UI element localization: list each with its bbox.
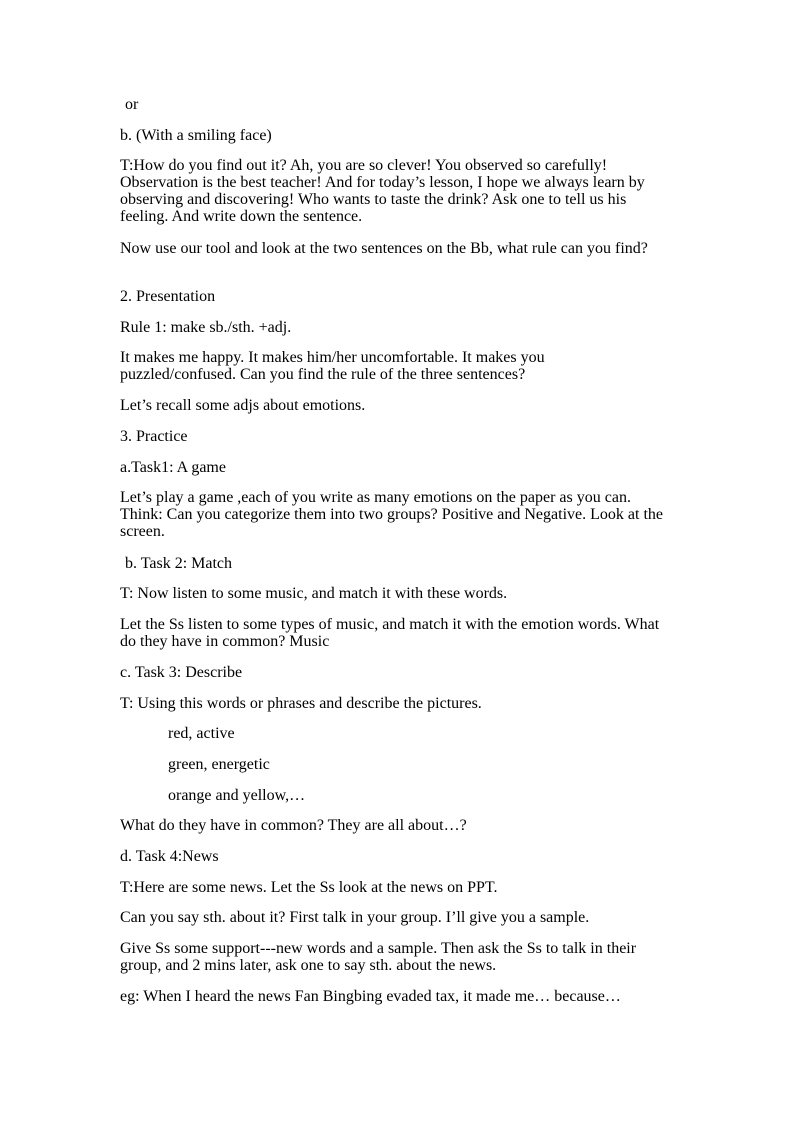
heading-task-3: c. Task 3: Describe: [120, 664, 243, 681]
paragraph-example-news: eg: When I heard the news Fan Bingbing evaded tax, it made me… because…: [120, 988, 621, 1005]
heading-task-2: b. Task 2: Match: [125, 555, 233, 572]
heading-presentation: 2. Presentation: [120, 288, 216, 305]
paragraph-smiling-face: b. (With a smiling face): [120, 127, 272, 144]
paragraph-describe-pictures: T: Using this words or phrases and describe the pictures.: [120, 695, 482, 712]
paragraph-match-music: Let the Ss listen to some types of music, and match it with the emotion words. What do they have in common? Music: [120, 616, 660, 650]
paragraph-common-question: What do they have in common? They are all about…?: [120, 817, 467, 834]
list-item-green: green, energetic: [168, 756, 270, 773]
paragraph-or: or: [125, 96, 139, 113]
paragraph-listen-music: T: Now listen to some music, and match it with these words.: [120, 585, 508, 602]
paragraph-talk-group: Can you say sth. about it? First talk in your group. I’ll give you a sample.: [120, 909, 590, 926]
paragraph-example-sentences: It makes me happy. It makes him/her uncomfortable. It makes you puzzled/confused. Can you find the rule of the three sentences?: [120, 349, 545, 383]
paragraph-teacher-praise: T:How do you find out it? Ah, you are so clever! You observed so carefully! Observation is the best teacher! And for today’s lesson, I hope we always learn by observing and discovering! Who wants to taste the drink? Ask one to tell us his feeling. And write down the sentence.: [120, 157, 645, 225]
paragraph-game-instructions: Let’s play a game ,each of you write as many emotions on the paper as you can. Think: Can you categorize them into two groups? Positive and Negative. Look at the screen.: [120, 489, 663, 540]
paragraph-find-rule: Now use our tool and look at the two sentences on the Bb, what rule can you find?: [120, 240, 648, 257]
list-item-orange-yellow: orange and yellow,…: [168, 787, 306, 804]
list-item-red: red, active: [168, 725, 235, 742]
paragraph-recall-adjs: Let’s recall some adjs about emotions.: [120, 397, 366, 414]
heading-practice: 3. Practice: [120, 428, 188, 445]
paragraph-rule-1: Rule 1: make sb./sth. +adj.: [120, 319, 292, 336]
heading-task-1: a.Task1: A game: [120, 459, 226, 476]
paragraph-news-ppt: T:Here are some news. Let the Ss look at the news on PPT.: [120, 879, 498, 896]
paragraph-give-support: Give Ss some support---new words and a sample. Then ask the Ss to talk in their group, and 2 mins later, ask one to say sth. about the news.: [120, 940, 637, 974]
heading-task-4: d. Task 4:News: [120, 848, 219, 865]
